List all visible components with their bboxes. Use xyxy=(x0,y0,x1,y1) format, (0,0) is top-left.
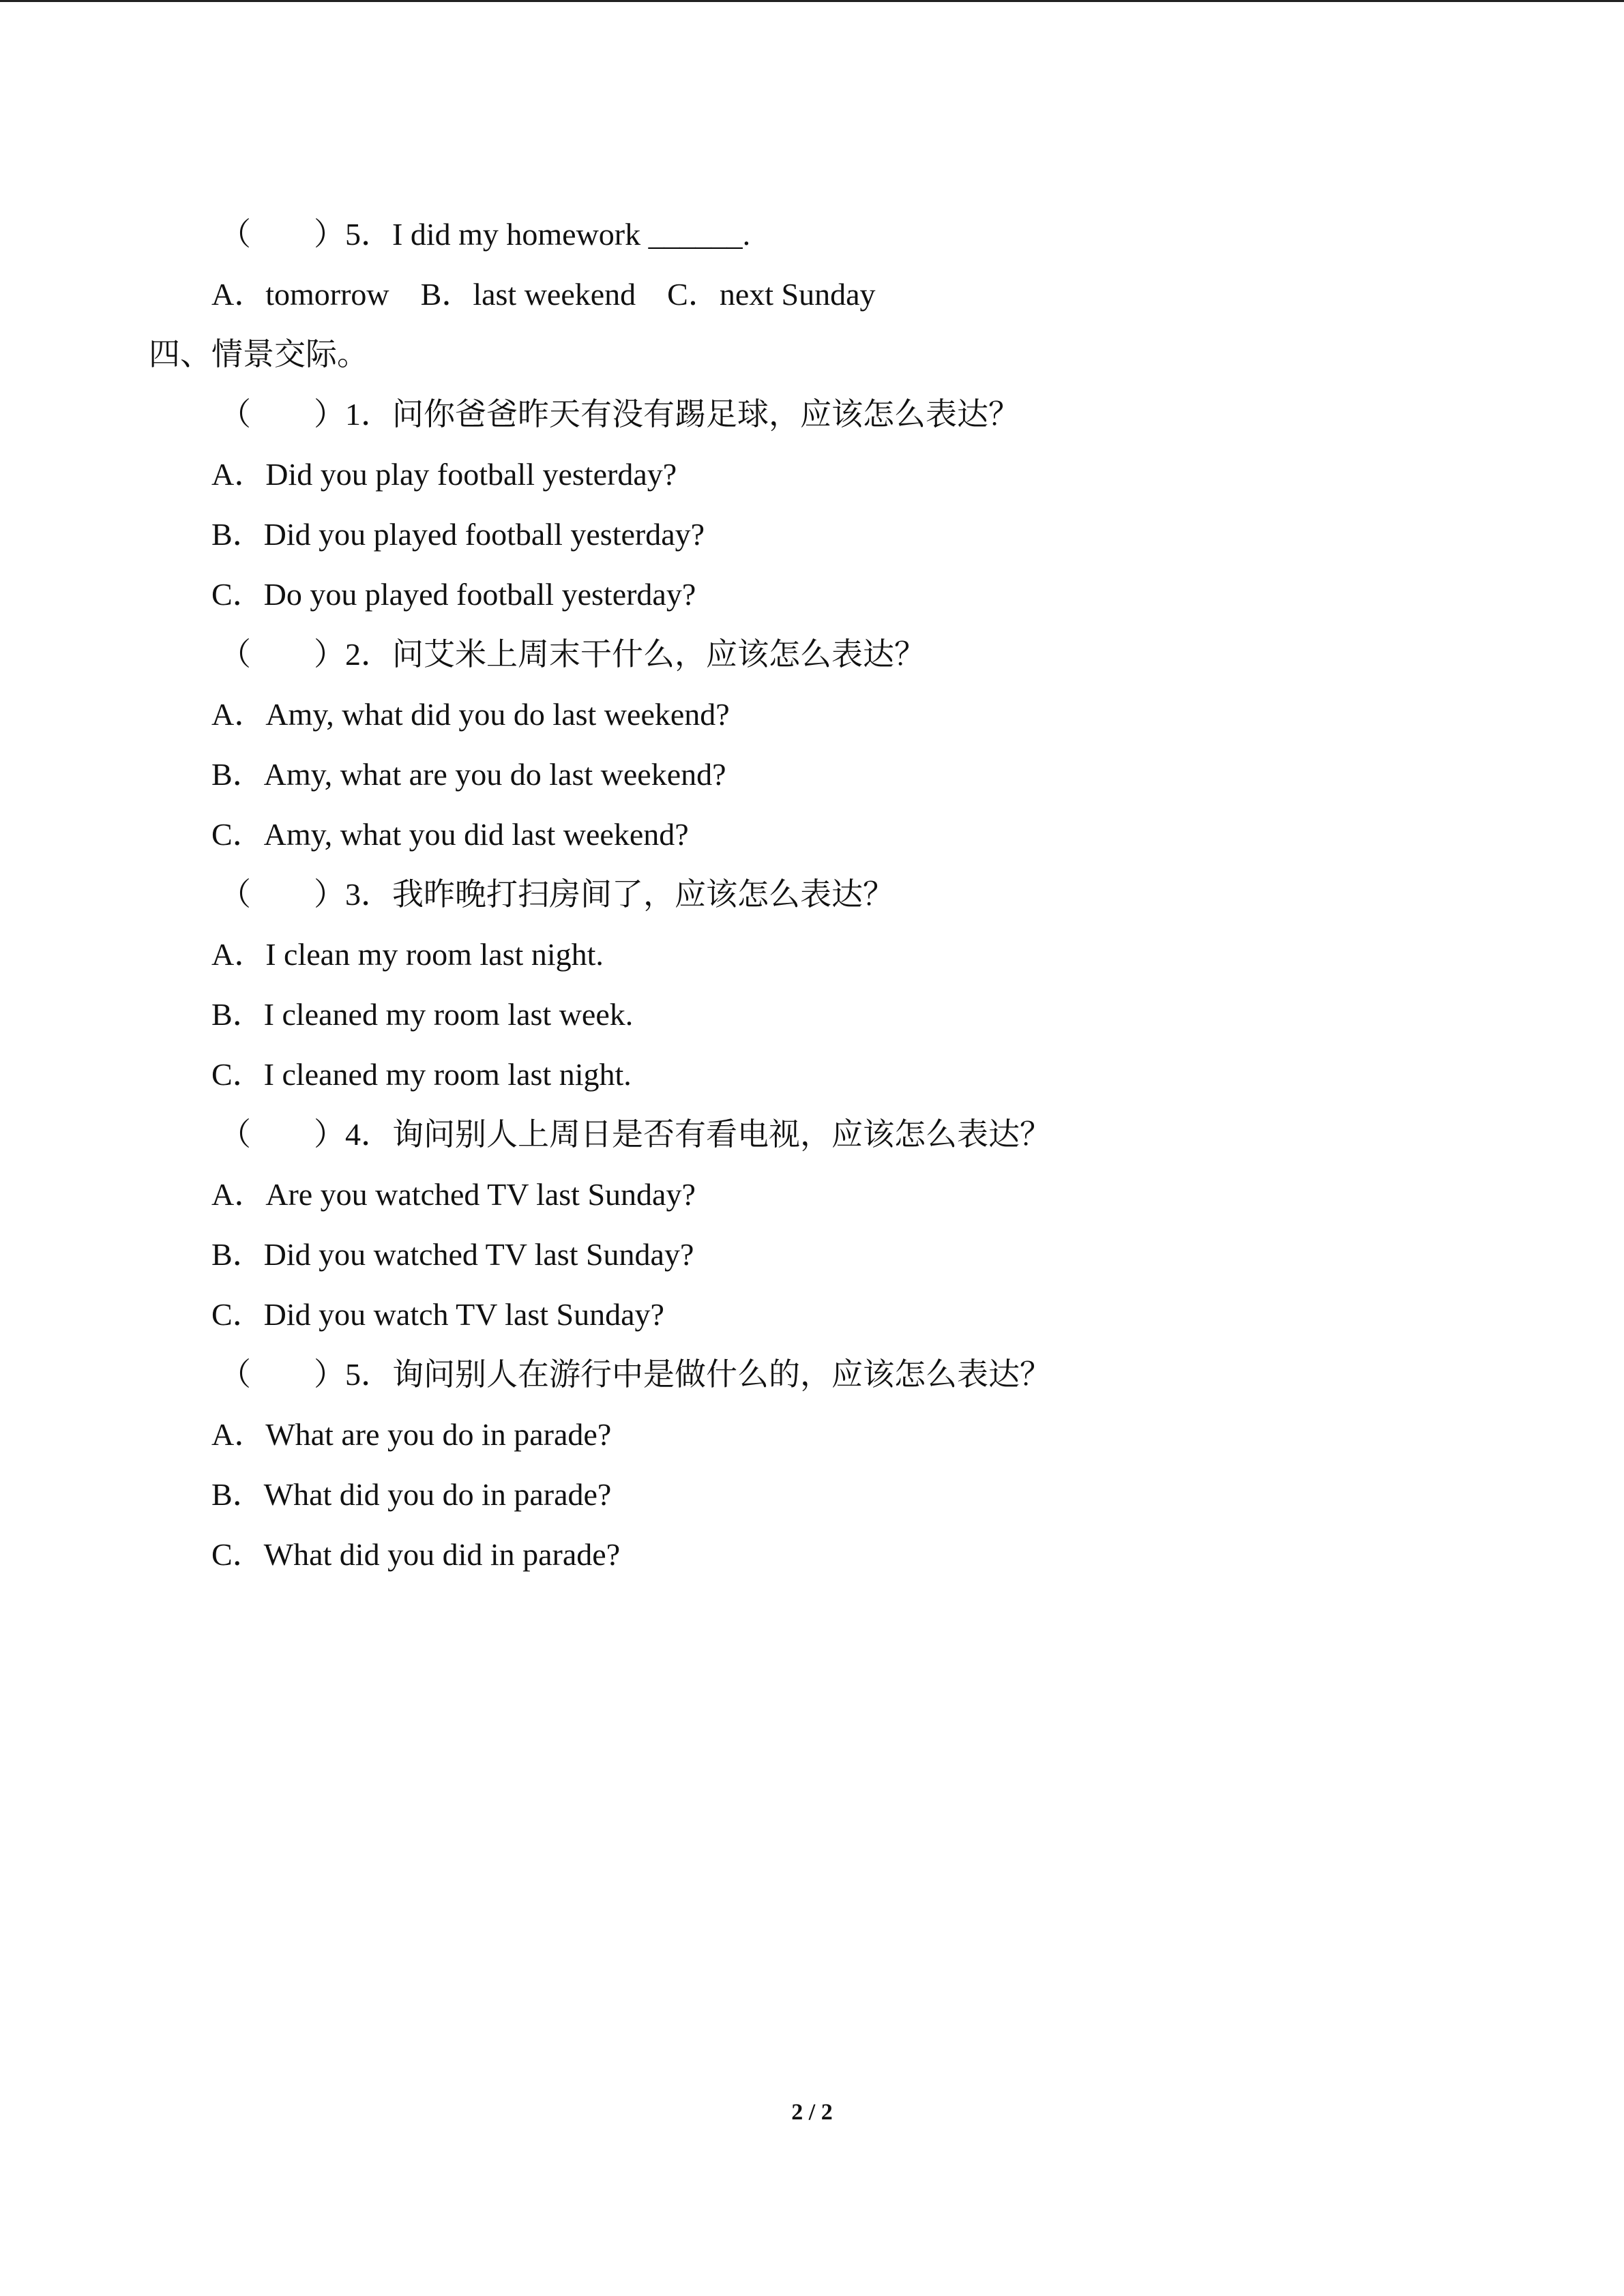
options-5-prev: A．tomorrow B．last weekend C．next Sunday xyxy=(211,277,876,312)
question-5-prev: （ ）5．I did my homework ______. xyxy=(220,217,751,252)
q2-option-a: A．Amy, what did you do last weekend? xyxy=(211,697,730,732)
q1-option-a: A．Did you play football yesterday? xyxy=(211,457,677,492)
section-heading: 四、情景交际。 xyxy=(149,337,368,372)
q2-option-b: B．Amy, what are you do last weekend? xyxy=(211,757,726,792)
q4-option-b: B．Did you watched TV last Sunday? xyxy=(211,1237,694,1272)
q3-option-a: A．I clean my room last night. xyxy=(211,937,604,972)
q5-option-c: C．What did you did in parade? xyxy=(211,1537,621,1572)
q1-option-b: B．Did you played football yesterday? xyxy=(211,517,705,552)
question-3: （ ）3．我昨晚打扫房间了，应该怎么表达？ xyxy=(220,877,894,912)
q3-option-b: B．I cleaned my room last week. xyxy=(211,997,634,1032)
q1-option-c: C．Do you played football yesterday? xyxy=(211,577,696,612)
question-5: （ ）5．询问别人在游行中是做什么的，应该怎么表达？ xyxy=(220,1357,1051,1392)
q4-option-a: A．Are you watched TV last Sunday? xyxy=(211,1177,696,1212)
question-1: （ ）1．问你爸爸昨天有没有踢足球，应该怎么表达？ xyxy=(220,397,1020,432)
question-4: （ ）4．询问别人上周日是否有看电视，应该怎么表达？ xyxy=(220,1117,1051,1152)
q2-option-c: C．Amy, what you did last weekend? xyxy=(211,817,689,852)
q5-option-b: B．What did you do in parade? xyxy=(211,1477,612,1512)
q4-option-c: C．Did you watch TV last Sunday? xyxy=(211,1297,664,1332)
page-number: 2 / 2 xyxy=(791,2100,833,2125)
top-border xyxy=(0,0,1624,2)
q3-option-c: C．I cleaned my room last night. xyxy=(211,1057,632,1092)
question-2: （ ）2．问艾米上周末干什么，应该怎么表达？ xyxy=(220,637,926,672)
q5-option-a: A．What are you do in parade? xyxy=(211,1417,612,1452)
